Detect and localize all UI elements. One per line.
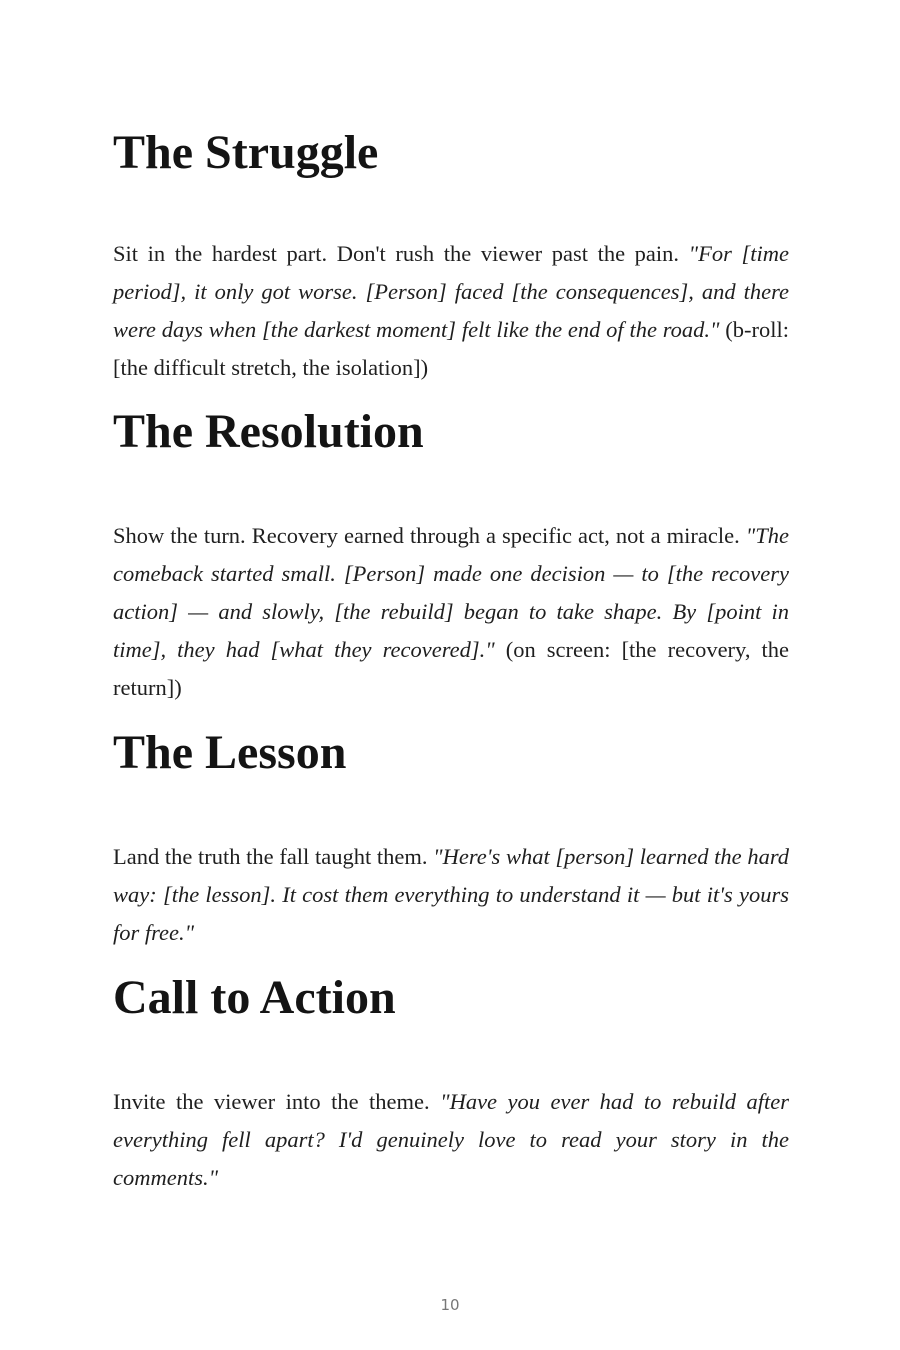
- section-body: [113, 1083, 789, 1197]
- body-quote: "Here's what [person] learned the hard way: [the lesson]. It cost them everything to understand it — but it's yours for free.": [113, 844, 789, 945]
- section-call-to-action: [113, 969, 789, 1197]
- section-body: [113, 838, 789, 952]
- body-lead: Show the turn. Recovery earned through a specific act, not a miracle.: [113, 523, 746, 548]
- document-page: [113, 124, 789, 1197]
- section-body: [113, 517, 789, 707]
- body-quote: "The comeback started small. [Person] made one decision — to [the recovery action] — and slowly, [the rebuild] began to take shape. By [point in time], they had [what they recovered].": [113, 523, 789, 662]
- section-title: The Resolution: [113, 405, 424, 458]
- section-title: The Struggle: [113, 126, 379, 179]
- page-number: 10: [440, 1296, 460, 1314]
- section-the-lesson: [113, 724, 789, 952]
- body-note: (on screen: [the recovery, the return]): [113, 637, 789, 700]
- body-lead: Land the truth the fall taught them.: [113, 844, 434, 869]
- section-title: The Lesson: [113, 726, 347, 779]
- body-lead: Sit in the hardest part. Don't rush the viewer past the pain.: [113, 241, 689, 266]
- section-the-resolution: [113, 403, 789, 707]
- body-note: (b-roll: [the difficult stretch, the isolation]): [113, 317, 789, 380]
- section-body: [113, 235, 789, 387]
- body-quote: "Have you ever had to rebuild after everything fell apart? I'd genuinely love to read your story in the comments.": [113, 1089, 789, 1190]
- section-the-struggle: [113, 124, 789, 387]
- body-lead: Invite the viewer into the theme.: [113, 1089, 441, 1114]
- body-quote: "For [time period], it only got worse. [Person] faced [the consequences], and there were days when [the darkest moment] felt like the end of the road.": [113, 241, 789, 342]
- section-title: Call to Action: [113, 971, 396, 1024]
